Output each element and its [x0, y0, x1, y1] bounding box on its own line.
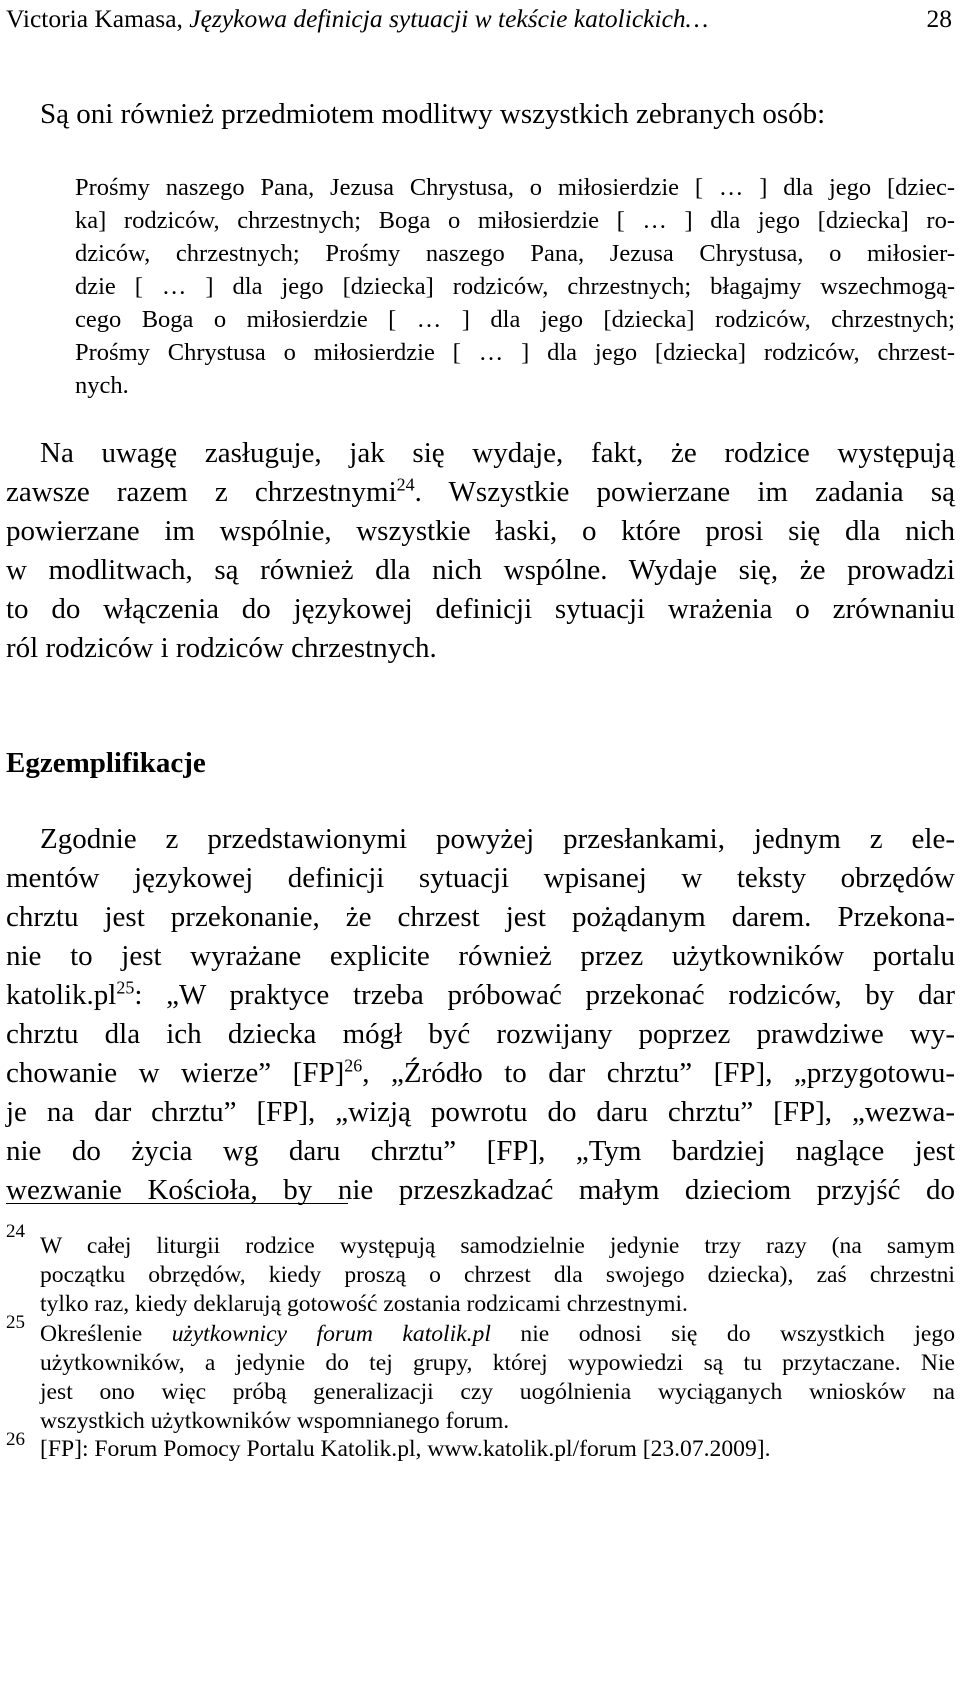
footnote-line: jest ono więc próbą generalizacji czy uogólnienia wyciąganych wniosków na — [40, 1379, 955, 1405]
text-span: Określenie — [40, 1321, 172, 1347]
text-span: chowanie w wierze” [FP] — [6, 1057, 345, 1089]
footnote-line — [40, 1321, 955, 1348]
text-span: zawsze razem z chrzestnymi — [6, 476, 397, 508]
paragraph-line: nie to jest wyrażane explicite również przez użytkowników portalu — [6, 940, 955, 972]
paragraph-line: Zgodnie z przedstawionymi powyżej przesłankami, jednym z ele- — [40, 823, 955, 855]
quote-line: Prośmy Chrystusa o miłosierdzie [ … ] dla jego [dziecka] rodziców, chrzest- — [75, 339, 955, 366]
footnote-ref-24[interactable]: 24 — [396, 474, 415, 495]
footnote-line: tylko raz, kiedy deklarują gotowość zostania rodzicami chrzestnymi. — [40, 1291, 688, 1317]
paragraph-line: Na uwagę zasługuje, jak się wydaje, fakt, że rodzice występują — [40, 437, 955, 469]
footnote-number-24: 24 — [6, 1221, 25, 1242]
paragraph-line: w modlitwach, są również dla nich wspólne. Wydaje się, że prowadzi — [6, 554, 955, 586]
quote-line: dziców, chrzestnych; Prośmy naszego Pana, Jezusa Chrystusa, o miłosier- — [75, 240, 955, 267]
quote-line: dzie [ … ] dla jego [dziecka] rodziców, chrzestnych; błagajmy wszechmogą- — [75, 273, 955, 300]
paragraph-line: wezwanie Kościoła, by nie przeszkadzać małym dzieciom przyjść do — [6, 1174, 955, 1206]
quote-line: Prośmy naszego Pana, Jezusa Chrystusa, o miłosierdzie [ … ] dla jego [dziec- — [75, 174, 955, 201]
quote-line: nych. — [75, 372, 129, 399]
footnote-separator — [6, 1203, 348, 1204]
text-span: nie odnosi się do wszystkich jego — [490, 1321, 955, 1347]
running-head — [6, 2, 952, 36]
running-head-author: Victoria Kamasa, — [6, 4, 190, 33]
intro-line: Są oni również przedmiotem modlitwy wszystkich zebranych osób: — [40, 98, 826, 130]
text-span: katolik.pl — [6, 979, 117, 1011]
running-head-title: Językowa definicja sytuacji w tekście katolickich… — [189, 4, 709, 33]
paragraph-line: je na dar chrztu” [FP], „wizją powrotu do daru chrztu” [FP], „wezwa- — [6, 1096, 955, 1128]
paragraph-line — [6, 476, 955, 509]
paragraph-line: powierzane im wspólnie, wszystkie łaski, o które prosi się dla nich — [6, 515, 955, 547]
paragraph-line: ról rodziców i rodziców chrzestnych. — [6, 632, 437, 664]
text-span: . Wszystkie powierzane im zadania są — [414, 476, 955, 508]
footnote-line: [FP]: Forum Pomocy Portalu Katolik.pl, www.katolik.pl/forum [23.07.2009]. — [40, 1436, 771, 1462]
section-heading: Egzemplifikacje — [6, 747, 206, 779]
paragraph-line: to do włączenia do językowej definicji sytuacji wrażenia o zrównaniu — [6, 593, 955, 625]
footnote-line: użytkowników, a jedynie do tej grupy, której wypowiedzi są tu przytaczane. Nie — [40, 1350, 955, 1376]
paragraph-line: chrztu jest przekonanie, że chrzest jest pożądanym darem. Przekona- — [6, 901, 955, 933]
paragraph-line: chrztu dla ich dziecka mógł być rozwijany poprzez prawdziwe wy- — [6, 1018, 955, 1050]
footnote-number-25: 25 — [6, 1312, 25, 1333]
paragraph-line — [6, 979, 955, 1012]
footnote-line: początku obrzędów, kiedy proszą o chrzest dla swojego dziecka), zaś chrzestni — [40, 1262, 955, 1288]
text-span: : „W praktyce trzeba próbować przekonać rodziców, by dar — [134, 979, 955, 1011]
paragraph-line — [6, 1057, 955, 1090]
paragraph-line: mentów językowej definicji sytuacji wpisanej w teksty obrzędów — [6, 862, 955, 894]
paragraph-line: nie do życia wg daru chrztu” [FP], „Tym bardziej naglące jest — [6, 1135, 955, 1167]
footnote-line: wszystkich użytkowników wspomnianego forum. — [40, 1408, 510, 1434]
footnote-ref-25[interactable]: 25 — [116, 977, 135, 998]
italic-term: użytkownicy forum katolik.pl — [171, 1321, 491, 1347]
quote-line: ka] rodziców, chrzestnych; Boga o miłosierdzie [ … ] dla jego [dziecka] ro- — [75, 207, 955, 234]
text-span: , „Źródło to dar chrztu” [FP], „przygotowu- — [362, 1057, 955, 1089]
page-number: 28 — [926, 4, 952, 33]
quote-line: cego Boga o miłosierdzie [ … ] dla jego [dziecka] rodziców, chrzestnych; — [75, 306, 955, 333]
footnote-ref-26[interactable]: 26 — [344, 1055, 363, 1076]
footnote-number-26: 26 — [6, 1429, 25, 1450]
footnote-line: W całej liturgii rodzice występują samodzielnie jedynie trzy razy (na samym — [40, 1233, 955, 1259]
